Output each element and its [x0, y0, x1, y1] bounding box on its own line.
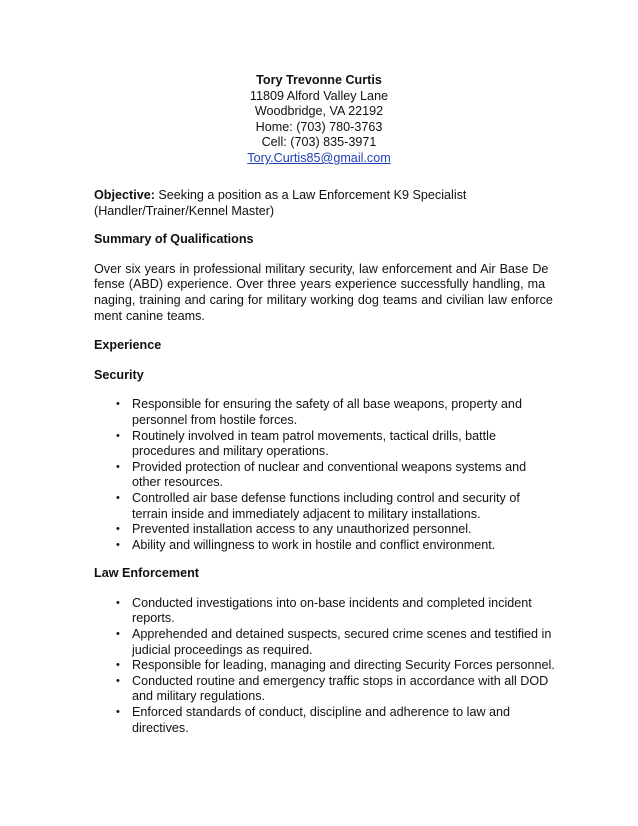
list-item: • Enforced standards of conduct, discipline and adherence to law and directives.	[116, 705, 511, 735]
objective-label: Objective:	[94, 188, 155, 202]
bullet-icon: •	[116, 596, 120, 609]
security-list	[94, 397, 556, 553]
bullet-icon: •	[116, 538, 120, 551]
email-link[interactable]: Tory.Curtis85@gmail.com	[247, 150, 391, 165]
list-item: • Routinely involved in team patrol movements, tactical drills, battle procedures and military operations.	[116, 428, 496, 459]
bullet-icon: •	[116, 491, 120, 504]
address-line-2: Woodbridge, VA 22192	[254, 104, 384, 119]
bullet-icon: •	[116, 706, 120, 719]
resume-body	[94, 188, 556, 749]
list-item: • Provided protection of nuclear and conventional weapons systems and other resources.	[116, 459, 527, 490]
contact-header	[0, 73, 638, 167]
candidate-name: Tory Trevonne Curtis	[256, 73, 382, 87]
bullet-icon: •	[116, 674, 120, 687]
law-enforcement-list	[94, 596, 556, 736]
summary-heading: Summary of Qualifications	[94, 232, 254, 247]
list-item: • Responsible for ensuring the safety of all base weapons, property and personnel from hostile forces.	[116, 397, 522, 427]
summary-text: Over six years in professional military security, law enforcement and Air Base De fense (ABD) experience. Over three years experience successfully handling, ma naging, training and caring for military working dog teams and civilian law enforce ment canine teams.	[94, 261, 553, 323]
list-item: • Ability and willingness to work in hostile and conflict environment.	[116, 537, 496, 552]
law-enforcement-heading: Law Enforcement	[94, 566, 199, 581]
list-item: • Conducted routine and emergency traffic stops in accordance with all DOD and military regulations.	[116, 673, 549, 704]
bullet-icon: •	[116, 628, 120, 641]
bullet-icon: •	[116, 429, 120, 442]
cell-phone: Cell: (703) 835-3971	[261, 135, 377, 150]
bullet-icon: •	[116, 659, 120, 672]
bullet-icon: •	[116, 398, 120, 411]
home-phone: Home: (703) 780-3763	[255, 119, 383, 134]
bullet-icon: •	[116, 523, 120, 536]
list-item: • Apprehended and detained suspects, secured crime scenes and testified in judicial proceedings as required.	[116, 627, 552, 657]
list-item: • Controlled air base defense functions including control and security of terrain inside and immediately adjacent to military installations.	[116, 490, 520, 521]
objective	[94, 188, 556, 219]
objective-text: Seeking a position as a Law Enforcement K9 Specialist (Handler/Trainer/Kennel Master)	[94, 188, 467, 218]
address-line-1: 11809 Alford Valley Lane	[249, 88, 389, 103]
list-item: • Conducted investigations into on-base incidents and completed incident reports.	[116, 595, 532, 626]
list-item: • Prevented installation access to any unauthorized personnel.	[116, 522, 472, 537]
bullet-icon: •	[116, 460, 120, 473]
experience-heading: Experience	[94, 338, 162, 353]
list-item: • Responsible for leading, managing and directing Security Forces personnel.	[116, 658, 555, 673]
security-heading: Security	[94, 367, 144, 382]
